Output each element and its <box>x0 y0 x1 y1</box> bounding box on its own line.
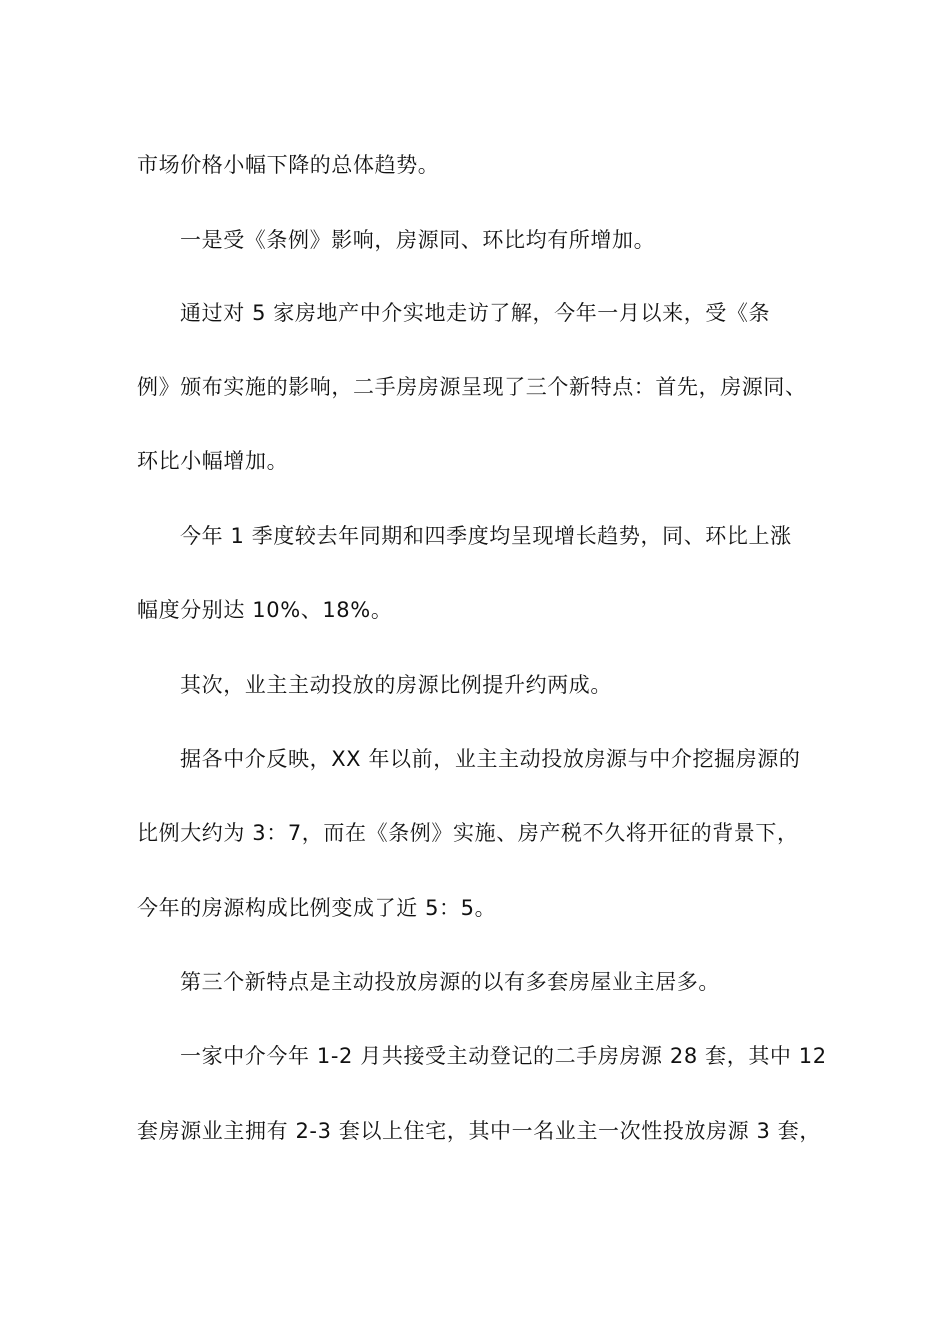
text-line: 今年的房源构成比例变成了近 5：5。 <box>137 896 497 920</box>
text-line: 据各中介反映，XX 年以前，业主主动投放房源与中介挖掘房源的 <box>180 747 801 771</box>
text-line: 一家中介今年 1-2 月共接受主动登记的二手房房源 28 套，其中 12 <box>180 1044 827 1068</box>
text-line: 套房源业主拥有 2-3 套以上住宅，其中一名业主一次性投放房源 3 套， <box>137 1119 821 1143</box>
text-line: 市场价格小幅下降的总体趋势。 <box>137 153 440 177</box>
text-line: 环比小幅增加。 <box>137 449 289 473</box>
text-line: 今年 1 季度较去年同期和四季度均呈现增长趋势，同、环比上涨 <box>180 524 792 548</box>
text-line: 一是受《条例》影响，房源同、环比均有所增加。 <box>180 228 656 252</box>
text-line: 通过对 5 家房地产中介实地走访了解，今年一月以来，受《条 <box>180 301 771 325</box>
text-line: 例》颁布实施的影响，二手房房源呈现了三个新特点：首先，房源同、 <box>137 375 807 399</box>
text-line: 幅度分别达 10%、18%。 <box>137 598 393 622</box>
text-line: 第三个新特点是主动投放房源的以有多套房屋业主居多。 <box>180 970 720 994</box>
text-line: 比例大约为 3：7，而在《条例》实施、房产税不久将开征的背景下， <box>137 821 799 845</box>
text-line: 其次，业主主动投放的房源比例提升约两成。 <box>180 673 612 697</box>
